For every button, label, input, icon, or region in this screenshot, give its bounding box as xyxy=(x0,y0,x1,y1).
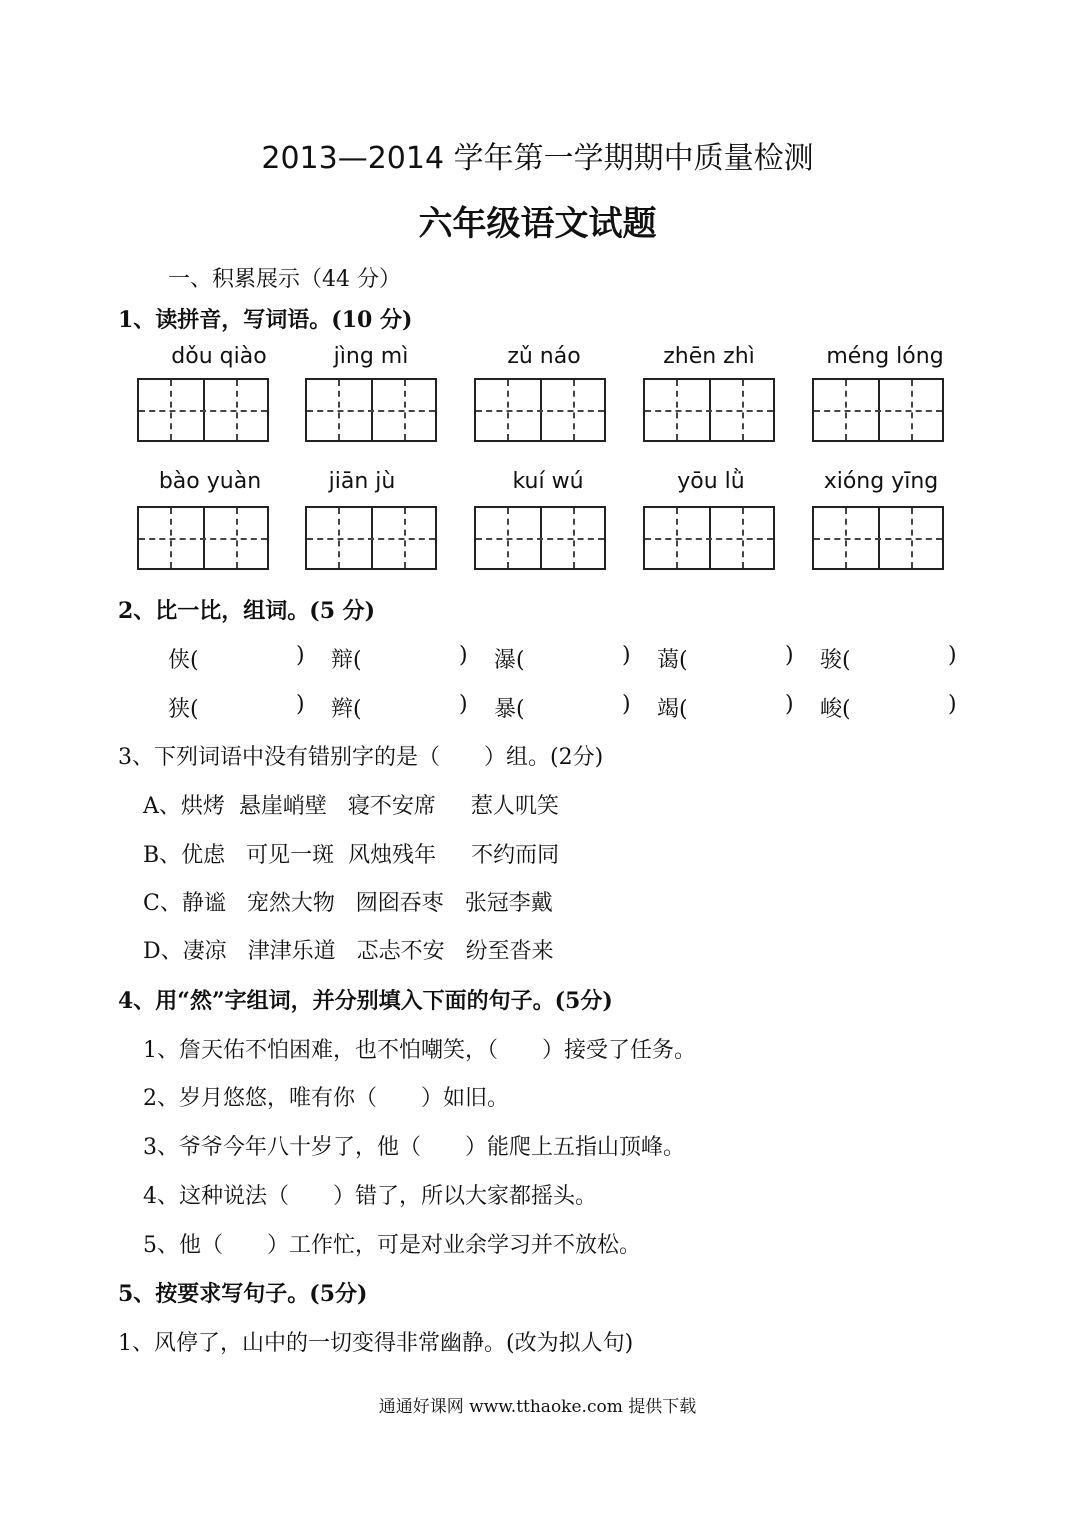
compare-char: 瀑( xyxy=(494,648,525,673)
section-heading: 一、积累展示（44 分） xyxy=(168,267,401,292)
question-5-title: 5、按要求写句子。(5分) xyxy=(118,1281,368,1307)
fill-sentence: 3、爷爷今年八十岁了，他（ ）能爬上五指山顶峰。 xyxy=(143,1135,685,1160)
pinyin-label: xióng yīng xyxy=(823,469,939,494)
writing-grid[interactable] xyxy=(643,506,775,570)
pinyin-label: yōu lǜ xyxy=(677,469,745,494)
page-footer: 通通好课网 www.tthaoke.com 提供下载 xyxy=(378,1397,697,1417)
exam-title: 2013—2014 学年第一学期期中质量检测 xyxy=(261,141,814,176)
pinyin-label: jìng mì xyxy=(333,344,409,369)
writing-grid[interactable] xyxy=(305,506,437,570)
compare-char: 竭( xyxy=(657,697,688,722)
compare-bracket: ) xyxy=(948,692,957,717)
writing-grid[interactable] xyxy=(305,378,437,442)
question-3-title: 3、下列词语中没有错别字的是（ ）组。(2分) xyxy=(118,745,604,770)
writing-grid[interactable] xyxy=(474,378,606,442)
fill-sentence: 4、这种说法（ ）错了，所以大家都摇头。 xyxy=(143,1184,597,1209)
compare-char: 辫( xyxy=(331,697,362,722)
writing-grid[interactable] xyxy=(643,378,775,442)
compare-bracket: ) xyxy=(296,692,305,717)
compare-bracket: ) xyxy=(785,643,794,668)
rewrite-sentence: 1、风停了，山中的一切变得非常幽静。(改为拟人句) xyxy=(118,1331,634,1356)
compare-char: 骏( xyxy=(820,648,851,673)
compare-bracket: ) xyxy=(459,692,468,717)
question-4-title: 4、用“然”字组词，并分别填入下面的句子。(5分) xyxy=(118,988,613,1014)
compare-char: 暴( xyxy=(494,697,525,722)
compare-bracket: ) xyxy=(459,643,468,668)
writing-grid[interactable] xyxy=(474,506,606,570)
compare-bracket: ) xyxy=(785,692,794,717)
compare-bracket: ) xyxy=(948,643,957,668)
pinyin-label: kuí wú xyxy=(512,469,584,494)
writing-grid[interactable] xyxy=(812,378,944,442)
pinyin-label: bào yuàn xyxy=(158,469,262,494)
pinyin-label: zhēn zhì xyxy=(663,344,755,369)
option-b: B、优虑 可见一斑 风烛残年 不约而同 xyxy=(143,843,560,868)
writing-grid[interactable] xyxy=(812,506,944,570)
compare-char: 侠( xyxy=(168,648,199,673)
fill-sentence: 1、詹天佑不怕困难，也不怕嘲笑，（ ）接受了任务。 xyxy=(143,1038,696,1063)
writing-grid[interactable] xyxy=(137,506,269,570)
option-d: D、凄凉 津津乐道 忑忐不安 纷至沓来 xyxy=(143,939,554,964)
option-a: A、烘烤 悬崖峭壁 寝不安席 惹人叽笑 xyxy=(143,794,559,819)
question-2-title: 2、比一比，组词。(5 分) xyxy=(118,598,376,624)
pinyin-label: jiān jù xyxy=(328,469,396,494)
pinyin-label: méng lóng xyxy=(826,344,944,369)
exam-subtitle: 六年级语文试题 xyxy=(418,204,657,244)
compare-bracket: ) xyxy=(296,643,305,668)
compare-bracket: ) xyxy=(622,643,631,668)
compare-char: 蔼( xyxy=(657,648,688,673)
fill-sentence: 2、岁月悠悠，唯有你（ ）如旧。 xyxy=(143,1086,509,1111)
pinyin-label: dǒu qiào xyxy=(171,344,267,369)
compare-char: 辩( xyxy=(331,648,362,673)
compare-char: 狭( xyxy=(168,697,199,722)
option-c: C、静谧 宠然大物 囫囵吞枣 张冠李戴 xyxy=(143,891,553,916)
writing-grid[interactable] xyxy=(137,378,269,442)
question-1-title: 1、读拼音，写词语。(10 分) xyxy=(118,307,413,333)
compare-char: 峻( xyxy=(820,697,851,722)
fill-sentence: 5、他（ ）工作忙，可是对业余学习并不放松。 xyxy=(143,1233,641,1258)
pinyin-label: zǔ náo xyxy=(507,344,581,369)
compare-bracket: ) xyxy=(622,692,631,717)
